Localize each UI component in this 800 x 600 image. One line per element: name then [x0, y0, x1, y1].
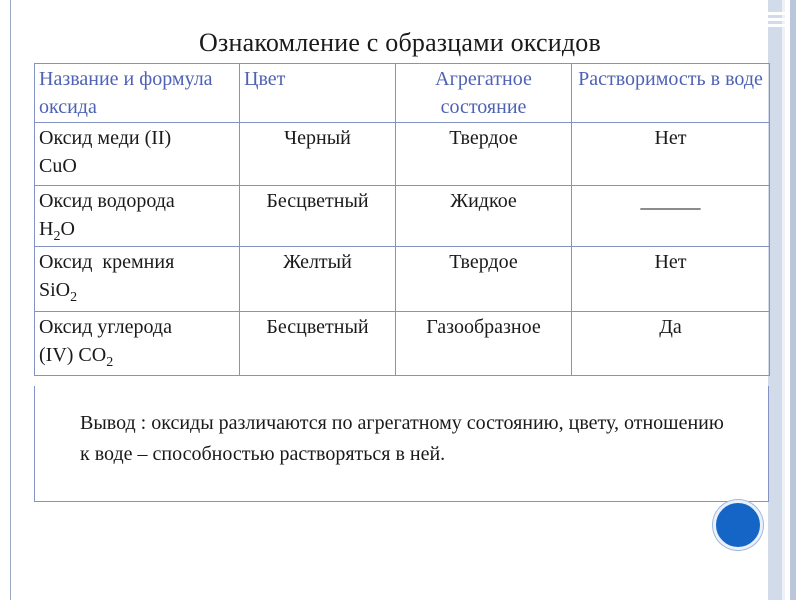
oxide-formula-subscript: 2 — [106, 355, 114, 370]
slide-frame-left — [10, 0, 11, 600]
oxide-solubility: Нет — [572, 123, 770, 186]
oxide-color: Черный — [240, 123, 396, 186]
oxide-name-cell — [35, 123, 240, 186]
slide-frame-right-band — [768, 0, 782, 600]
oxide-formula: H — [39, 218, 54, 240]
oxide-name: Оксид меди (II) — [39, 127, 172, 149]
oxide-name-cell — [35, 247, 240, 312]
oxide-color: Бесцветный — [240, 312, 396, 376]
conclusion-text: Вывод : оксиды различаются по агрегатному состоянию, цвету, отношению к воде – способностью растворяться в ней. — [80, 412, 724, 465]
oxide-state: Жидкое — [396, 186, 572, 247]
oxide-state: Твердое — [396, 123, 572, 186]
table-row — [35, 123, 770, 186]
oxide-name: Оксид углерода — [39, 316, 172, 338]
oxide-name-cell — [35, 186, 240, 247]
oxide-state: Твердое — [396, 247, 572, 312]
oxide-formula-subscript: 2 — [53, 229, 61, 244]
oxide-formula: CuO — [39, 155, 77, 177]
slide-title: Ознакомление с образцами оксидов — [199, 28, 601, 57]
oxide-formula-tail: O — [60, 218, 75, 240]
oxide-name: Оксид водорода — [39, 190, 175, 212]
header-state: Агрегатное состояние — [396, 64, 572, 123]
oxide-color: Желтый — [240, 247, 396, 312]
header-name-formula: Название и формула оксида — [35, 64, 240, 123]
oxide-formula-subscript: 2 — [70, 290, 78, 305]
table-row — [35, 312, 770, 376]
oxide-solubility: Нет — [572, 247, 770, 312]
oxides-table — [34, 63, 770, 376]
slide-frame-right-line — [782, 0, 785, 600]
oxide-state: Газообразное — [396, 312, 572, 376]
oxide-formula: SiO — [39, 279, 71, 301]
oxide-solubility: ______ — [572, 186, 770, 247]
table-row — [35, 186, 770, 247]
oxide-color: Бесцветный — [240, 186, 396, 247]
table-row — [35, 247, 770, 312]
table-header-row — [35, 64, 770, 123]
oxide-formula: (IV) CO — [39, 344, 107, 366]
slide-frame-right-edge — [790, 0, 796, 600]
oxide-solubility: Да — [572, 312, 770, 376]
oxide-name: Оксид кремния — [39, 251, 175, 273]
header-color: Цвет — [240, 64, 396, 123]
oxide-name-cell — [35, 312, 240, 376]
navigation-circle[interactable] — [713, 500, 763, 550]
header-solubility: Растворимость в воде — [572, 64, 770, 123]
